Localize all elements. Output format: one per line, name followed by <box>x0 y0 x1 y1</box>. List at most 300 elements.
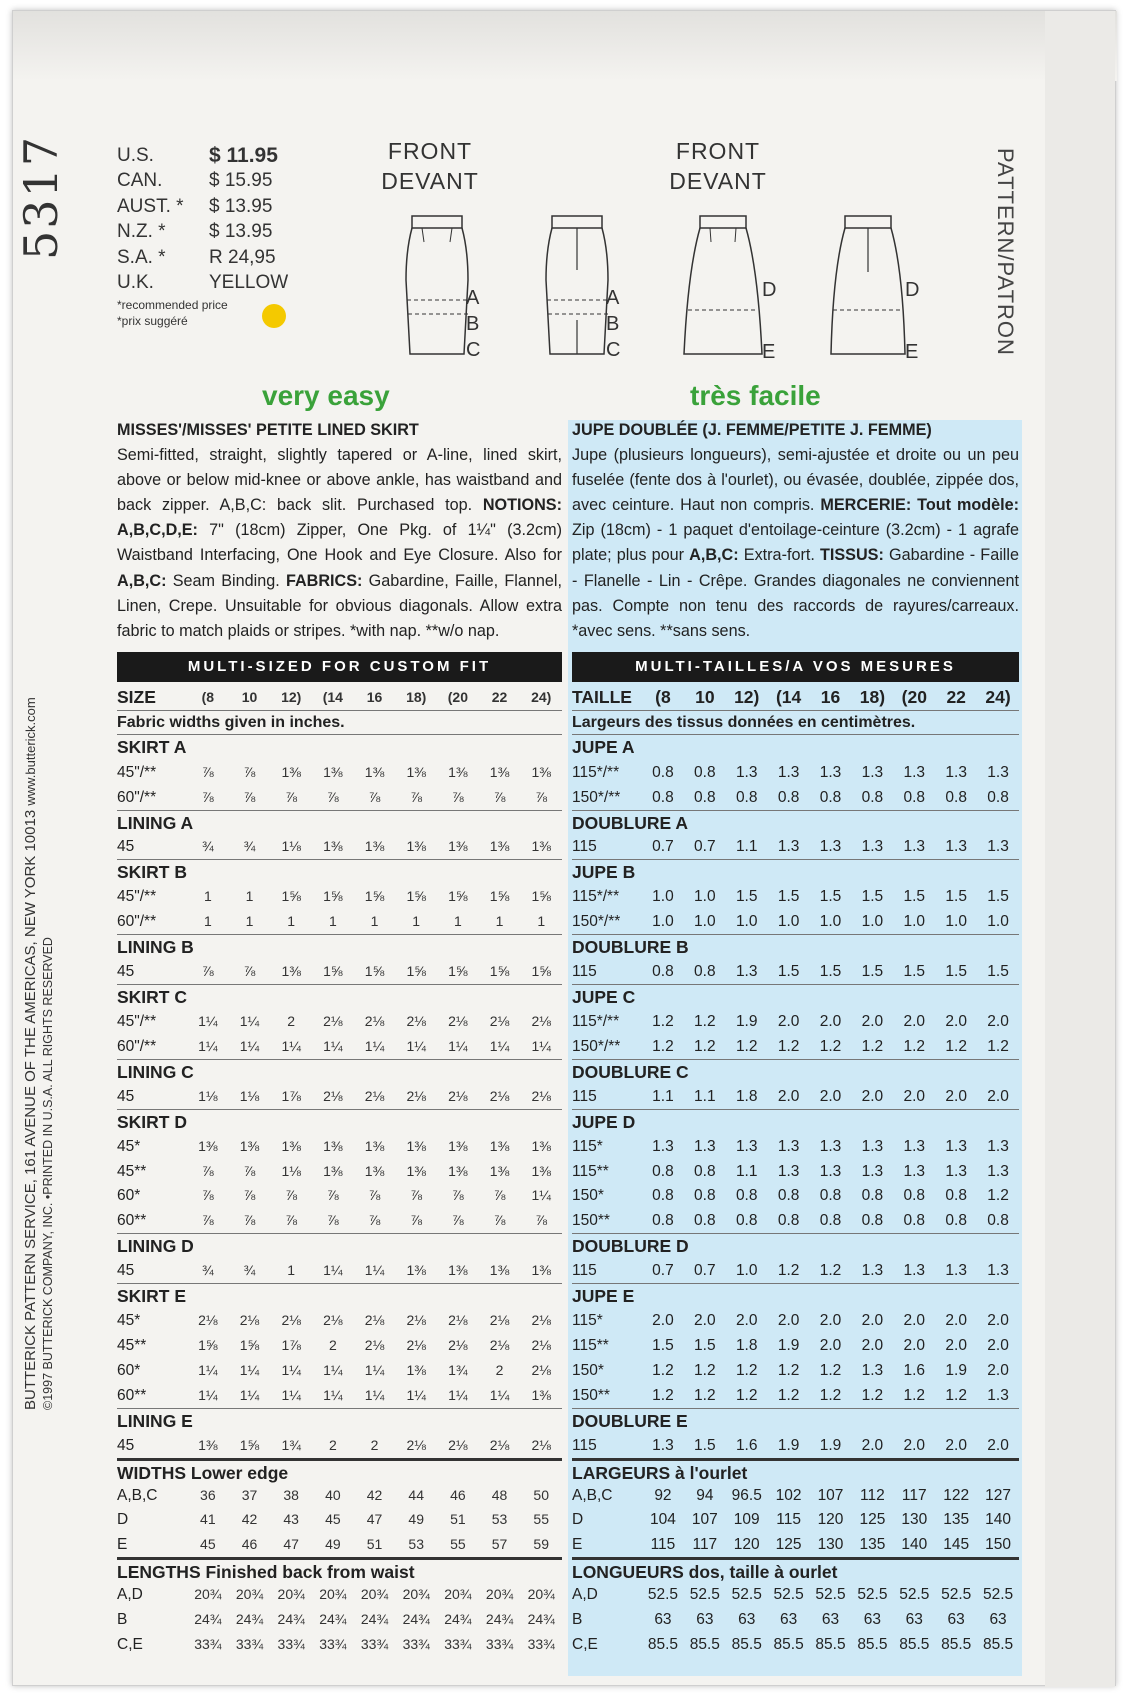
table-cell: 1.3 <box>945 1137 967 1155</box>
table-cell: 0.8 <box>861 1212 884 1230</box>
section-title: SKIRT A <box>117 736 187 757</box>
table-cell: 117 <box>692 1536 718 1554</box>
pattern-patron-label: PATTERN/PATRON <box>993 148 1018 356</box>
table-cell: 85.5 <box>941 1636 972 1654</box>
table-cell: ⅞ <box>452 788 464 805</box>
table-cell: 85.5 <box>815 1636 846 1654</box>
price-row <box>117 143 329 169</box>
table-cell: ⅞ <box>201 788 214 805</box>
table-cell: 135 <box>859 1536 886 1554</box>
table-cell: 1 <box>203 913 212 930</box>
table-cell: 0.8 <box>652 1212 674 1230</box>
table-cell: 1⅝ <box>489 888 510 905</box>
table-cell: 48 <box>491 1486 508 1503</box>
table-cell: 1.1 <box>735 1162 758 1180</box>
table-cell: 1.3 <box>987 1137 1009 1155</box>
width-label: 115*/** <box>572 888 620 906</box>
table-cell: ⅞ <box>201 1212 214 1229</box>
table-cell: 36 <box>200 1486 216 1503</box>
table-cell: 33¾ <box>277 1636 305 1653</box>
price-row <box>117 194 329 220</box>
width-label: 115*/** <box>572 763 620 781</box>
width-label: 45 <box>117 1262 135 1280</box>
size-cell: (20 <box>447 689 468 706</box>
table-cell: 1¼ <box>448 1037 468 1054</box>
table-cell: 2.0 <box>945 1337 967 1354</box>
table-cell: 1 <box>245 913 254 930</box>
table-cell: 1.3 <box>777 763 800 781</box>
table-cell: 0.8 <box>735 1187 758 1205</box>
width-label: 45** <box>117 1162 147 1180</box>
table-cell: 1 <box>287 1262 296 1279</box>
section-title: SKIRT C <box>117 984 562 1009</box>
table-cell: ⅞ <box>327 1212 339 1229</box>
table-cell: 2⅛ <box>239 1312 260 1329</box>
table-cell: 0.8 <box>819 788 842 806</box>
table-cell: 1⅜ <box>489 1162 510 1179</box>
table-row <box>117 909 562 934</box>
table-cell: 1¼ <box>364 1386 385 1403</box>
size-cell: (20 <box>901 687 927 708</box>
table-cell: 1⅜ <box>323 763 343 780</box>
table-cell: 1.2 <box>945 1037 967 1055</box>
section-title: DOUBLURE D <box>572 1233 1019 1258</box>
table-cell: 1¾ <box>448 1361 468 1378</box>
front-label-1 <box>375 136 485 196</box>
table-cell: ⅞ <box>243 788 256 805</box>
table-cell: 49 <box>408 1511 424 1528</box>
table-cell: ⅞ <box>243 1162 256 1179</box>
table-row <box>117 785 562 810</box>
table-row <box>572 909 1019 934</box>
table-row <box>117 1358 562 1383</box>
sketch-skirt-abc-front <box>400 210 490 360</box>
table-cell: 1.3 <box>777 1137 800 1155</box>
table-row <box>572 1159 1019 1184</box>
table-cell: 45 <box>200 1536 216 1553</box>
table-cell: 1 <box>287 913 296 930</box>
table-cell: 1¼ <box>281 1361 301 1378</box>
table-cell: 24¾ <box>194 1611 222 1628</box>
table-row <box>572 785 1019 810</box>
table-row <box>572 1034 1019 1059</box>
table-cell: 2⅛ <box>323 1312 343 1329</box>
table-cell: 37 <box>241 1486 258 1503</box>
table-cell: 1⅜ <box>364 1162 385 1179</box>
table-cell: 2 <box>328 1436 337 1453</box>
table-cell: 1.3 <box>861 1361 884 1379</box>
table-cell: ⅞ <box>452 1212 464 1229</box>
section-title: LINING A <box>117 810 562 835</box>
table-cell: 1.2 <box>945 1386 967 1404</box>
table-cell: 0.8 <box>735 788 758 806</box>
envelope-edge <box>1045 11 1115 1687</box>
table-cell: 1⅝ <box>531 888 551 905</box>
table-cell: 2⅛ <box>448 1436 468 1453</box>
size-cell: 18) <box>406 689 427 706</box>
table-cell: 85.5 <box>857 1636 888 1654</box>
table-cell: ⅞ <box>243 1212 256 1229</box>
table-cell: 0.8 <box>945 788 967 806</box>
size-cell: (8 <box>201 689 215 706</box>
table-cell: 2.0 <box>777 1312 800 1330</box>
table-cell: 33¾ <box>235 1636 264 1653</box>
table-cell: 0.8 <box>945 1187 967 1205</box>
size-cell: 22 <box>491 689 508 706</box>
table-cell: 1¼ <box>448 1386 468 1403</box>
table-cell: 1⅛ <box>281 1162 301 1179</box>
table-row <box>117 1333 562 1358</box>
table-cell: 2.0 <box>861 1012 884 1030</box>
fabrics-text: Gabardine - Faille - Flanelle - Lin - Crêpe. Grandes diagonales ne conviennent pas. Compte non tenu des raccords de rayures/carreaux. *avec sens. **sans sens. <box>572 546 1019 640</box>
table-cell: 107 <box>817 1486 844 1504</box>
table-cell: 2.0 <box>945 1436 967 1454</box>
table-cell: ⅞ <box>368 1212 381 1229</box>
table-cell: 63 <box>654 1611 672 1629</box>
credit-line2: ©1997 BUTTERICK COMPANY, INC. •PRINTED IN U.S.A. ALL RIGHTS RESERVED <box>41 937 55 1410</box>
table-cell: 1.1 <box>735 838 758 856</box>
table-cell: 63 <box>905 1611 923 1629</box>
table-cell: 24¾ <box>485 1611 514 1628</box>
table-cell: 127 <box>985 1486 1011 1504</box>
view-letter-a: A <box>606 287 620 309</box>
price-note: *recommended price <box>117 298 228 312</box>
table-cell: 1.3 <box>945 838 967 856</box>
table-cell: 1¼ <box>323 1361 343 1378</box>
view-letter-c: C <box>606 339 621 361</box>
yardage-table <box>117 686 562 1657</box>
table-cell: 1.6 <box>735 1436 758 1454</box>
table-cell: 1.2 <box>652 1037 674 1055</box>
table-cell: 1 <box>245 888 254 905</box>
notions-label: NOTIONS: A,B,C,D,E: <box>117 496 562 540</box>
price-amount: YELLOW <box>209 272 289 294</box>
table-cell: 45 <box>325 1511 341 1528</box>
width-label: A,D <box>572 1586 598 1604</box>
table-cell: 1¼ <box>406 1386 426 1403</box>
view-letter-a: A <box>466 287 480 309</box>
table-cell: 0.8 <box>861 788 884 806</box>
table-cell: 130 <box>901 1511 928 1529</box>
devant-text: DEVANT <box>381 168 479 194</box>
table-cell: 2.0 <box>987 1436 1009 1454</box>
fabrics-text: Gabardine, Faille, Flannel, Linen, Crepe. Unsuitable for obvious diagonals. Allow extra fabric to match plaids or stripes. *with nap. **w/o nap. <box>117 571 562 640</box>
table-cell: 20¾ <box>444 1586 472 1603</box>
table-row <box>572 884 1019 909</box>
width-label: 60"/** <box>117 788 157 806</box>
section-title: LINING E <box>117 1408 562 1433</box>
table-cell: 2.0 <box>861 1337 884 1354</box>
table-cell: 1⅜ <box>531 1262 551 1279</box>
table-row <box>572 1383 1019 1408</box>
table-cell: 104 <box>650 1511 676 1529</box>
table-cell: ⅞ <box>243 963 256 980</box>
table-row <box>117 1184 562 1209</box>
table-cell: 92 <box>654 1486 672 1504</box>
table-cell: 63 <box>947 1611 965 1629</box>
table-cell: 1⅜ <box>406 1137 426 1154</box>
table-cell: 1⅜ <box>531 763 551 780</box>
table-cell: 2⅛ <box>406 1337 426 1353</box>
size-label: SIZE <box>117 687 156 708</box>
price-list <box>117 143 329 328</box>
table-cell: 1¼ <box>323 1037 343 1054</box>
size-cell: 12) <box>734 687 760 708</box>
table-cell: 2.0 <box>903 1012 926 1030</box>
table-cell: 52.5 <box>689 1586 720 1604</box>
table-row <box>117 1009 562 1034</box>
table-cell: 1¼ <box>323 1386 343 1403</box>
table-cell: 1.2 <box>819 1262 842 1280</box>
table-cell: 2.0 <box>945 1012 967 1030</box>
table-cell: 1 <box>537 913 546 930</box>
table-cell: 1.3 <box>819 1162 842 1180</box>
table-cell: 1¼ <box>489 1037 510 1054</box>
table-cell: 0.7 <box>652 1262 674 1280</box>
width-label: E <box>117 1536 128 1554</box>
table-cell: 0.8 <box>903 1187 926 1205</box>
width-label: 60** <box>117 1212 147 1230</box>
section-title: LENGTHS Finished back from waist <box>117 1557 562 1582</box>
size-cell: 22 <box>946 687 966 708</box>
table-cell: 1 <box>328 913 337 930</box>
table-cell: 0.8 <box>819 1187 842 1205</box>
table-cell: 1⅜ <box>239 1137 260 1154</box>
table-cell: 1.2 <box>735 1361 758 1379</box>
table-cell: 1.0 <box>735 1262 758 1280</box>
size-cell: (8 <box>655 687 671 708</box>
table-cell: 140 <box>901 1536 928 1554</box>
table-cell: 2⅛ <box>364 1012 385 1029</box>
table-cell: ¾ <box>201 838 214 855</box>
size-cell: 10 <box>241 689 258 706</box>
table-cell: 0.8 <box>861 1187 884 1205</box>
price-note: *prix suggéré <box>117 314 188 328</box>
table-cell: 2⅛ <box>531 1312 551 1329</box>
table-cell: 2⅛ <box>448 1012 468 1029</box>
table-cell: 1.3 <box>652 1137 674 1155</box>
width-label: 45"/** <box>117 763 157 781</box>
description-body: Semi-fitted, straight, slightly tapered or A-line, lined skirt, above or below mid-knee or above ankle, has waistband and back zipper. A,B,C: back slit. Purchased top. <box>117 446 562 515</box>
table-cell: 1⅝ <box>489 963 510 980</box>
section-title: SKIRT D <box>117 1109 562 1134</box>
table-cell: 2.0 <box>903 1337 926 1354</box>
table-cell: 120 <box>817 1511 844 1529</box>
table-row <box>117 1607 562 1632</box>
table-cell: 2.0 <box>694 1312 716 1330</box>
table-cell: 1.0 <box>945 913 967 931</box>
notions-text: 7" (18cm) Zipper, One Pkg. of 1¼" (3.2cm) Waistband Interfacing, One Hook and Eye Closure. Also for <box>117 521 562 565</box>
width-label: 150** <box>572 1212 610 1230</box>
section-title: DOUBLURE A <box>572 810 1019 835</box>
price-country: S.A. * <box>117 246 166 268</box>
width-label: 115 <box>572 838 597 856</box>
table-cell: ⅞ <box>201 1187 214 1204</box>
table-cell: 1¼ <box>198 1012 218 1029</box>
width-label: 45** <box>117 1337 147 1354</box>
table-row <box>572 1632 1019 1657</box>
fabrics-label: FABRICS: <box>285 571 363 590</box>
table-cell: 1.3 <box>903 838 926 856</box>
price-row <box>117 169 329 195</box>
table-cell: 1⅝ <box>198 1337 218 1353</box>
table-cell: 1⅜ <box>406 838 426 855</box>
width-label: A,D <box>117 1586 143 1604</box>
table-cell: 1¼ <box>323 1262 343 1279</box>
table-cell: 33¾ <box>319 1636 347 1653</box>
table-cell: 1⅜ <box>281 963 301 980</box>
table-cell: 1⅜ <box>281 1137 301 1154</box>
section-title: JUPE C <box>572 984 1019 1009</box>
table-cell: 50 <box>533 1486 549 1503</box>
table-cell: 1⅜ <box>406 1262 426 1279</box>
table-cell: 57 <box>491 1536 508 1553</box>
table-cell: 1.0 <box>694 913 716 931</box>
yardage-table <box>572 686 1019 1657</box>
table-cell: 1¼ <box>406 1037 426 1054</box>
table-cell: 2.0 <box>987 1312 1009 1330</box>
size-row <box>117 686 562 711</box>
table-cell: 1.8 <box>735 1337 758 1354</box>
table-cell: 1.5 <box>987 963 1009 981</box>
size-cell: (14 <box>775 687 802 708</box>
table-cell: 40 <box>325 1486 341 1503</box>
table-cell: 2⅛ <box>323 1012 343 1029</box>
description-heading: MISSES'/MISSES' PETITE LINED SKIRT <box>117 421 419 439</box>
table-cell: 1⅜ <box>364 763 385 780</box>
table-cell: 1.3 <box>652 1436 674 1454</box>
table-cell: 2⅛ <box>448 1312 468 1329</box>
table-cell: 1.3 <box>735 763 758 781</box>
table-cell: 1.3 <box>945 763 967 781</box>
uk-yellow-dot <box>262 304 286 328</box>
table-cell: 55 <box>450 1536 466 1553</box>
table-cell: 2.0 <box>819 1312 842 1330</box>
table-cell: 1.3 <box>819 763 842 781</box>
table-cell: 2⅛ <box>489 1312 510 1329</box>
table-cell: 1⅝ <box>239 1337 260 1353</box>
table-cell: 1.5 <box>694 1436 716 1454</box>
table-cell: 1.2 <box>819 1361 842 1379</box>
front-text: FRONT <box>675 138 761 164</box>
size-cell: 24) <box>985 687 1011 708</box>
size-cell: 24) <box>531 689 552 706</box>
very-easy-label: very easy <box>262 380 390 411</box>
table-row <box>117 1532 562 1557</box>
table-cell: 1.2 <box>903 1386 926 1404</box>
table-cell: 2⅛ <box>489 1337 510 1353</box>
table-cell: 33¾ <box>360 1636 389 1653</box>
table-row <box>117 1383 562 1408</box>
table-cell: 20¾ <box>360 1586 389 1603</box>
table-cell: 46 <box>450 1486 466 1503</box>
table-cell: 145 <box>943 1536 970 1554</box>
table-row <box>572 1483 1019 1508</box>
table-cell: 52.5 <box>815 1586 846 1604</box>
table-cell: 1.3 <box>735 963 758 981</box>
width-label: 115** <box>572 1162 609 1180</box>
table-cell: 0.8 <box>903 1212 926 1230</box>
table-cell: 63 <box>738 1611 756 1629</box>
table-cell: 0.8 <box>694 1187 716 1205</box>
table-cell: ⅞ <box>327 1187 339 1204</box>
table-cell: 24¾ <box>235 1611 264 1628</box>
width-label: 60"/** <box>117 913 157 931</box>
table-cell: 1⅝ <box>239 1436 260 1453</box>
table-cell: 1⅜ <box>364 838 385 855</box>
table-row <box>117 1034 562 1059</box>
table-cell: 1.2 <box>819 1386 842 1404</box>
table-cell: 2⅛ <box>364 1087 385 1104</box>
table-cell: 1⅜ <box>323 1137 343 1154</box>
table-cell: ⅞ <box>201 1162 214 1179</box>
table-cell: 1.9 <box>945 1361 967 1379</box>
table-cell: ⅞ <box>368 1187 381 1204</box>
table-cell: ⅞ <box>535 1212 548 1229</box>
table-cell: 1⅜ <box>198 1436 218 1453</box>
table-cell: 1¼ <box>239 1037 260 1054</box>
size-cell: 10 <box>695 687 715 708</box>
table-cell: 63 <box>863 1611 882 1629</box>
table-cell: 1⅞ <box>281 1087 301 1104</box>
section-title: DOUBLURE E <box>572 1408 1019 1433</box>
table-cell: 1.2 <box>777 1361 800 1379</box>
table-cell: 1.9 <box>777 1436 800 1454</box>
width-label: 60* <box>117 1187 141 1205</box>
table-cell: 1⅝ <box>448 963 468 980</box>
table-cell: 140 <box>985 1511 1011 1529</box>
table-cell: 33¾ <box>402 1636 430 1653</box>
table-cell: 1¼ <box>198 1386 218 1403</box>
table-cell: 1.5 <box>777 963 800 981</box>
table-cell: 1.2 <box>694 1037 716 1055</box>
table-cell: 2.0 <box>861 1087 884 1105</box>
table-cell: 1⅜ <box>448 838 468 855</box>
table-cell: 1.3 <box>861 763 884 781</box>
table-cell: 1.9 <box>819 1436 842 1454</box>
table-cell: 2⅛ <box>198 1312 218 1329</box>
table-cell: 1.2 <box>652 1012 674 1030</box>
table-cell: 47 <box>366 1511 383 1528</box>
table-cell: 2⅛ <box>531 1087 551 1104</box>
width-label: 115 <box>572 963 597 981</box>
table-cell: 2.0 <box>987 1337 1009 1354</box>
width-label: 150*/** <box>572 1037 621 1055</box>
width-label: C,E <box>572 1636 598 1654</box>
table-cell: 1 <box>370 913 379 930</box>
table-cell: 1¼ <box>364 1037 385 1054</box>
table-cell: 24¾ <box>402 1611 430 1628</box>
table-cell: 52.5 <box>731 1586 762 1604</box>
table-cell: 1 <box>453 913 462 930</box>
table-cell: 52.5 <box>899 1586 930 1604</box>
table-row <box>117 1582 562 1607</box>
table-cell: 2⅛ <box>406 1436 426 1453</box>
section-title: LARGEURS à l'ourlet <box>572 1458 1019 1483</box>
table-cell: 1.2 <box>987 1187 1009 1205</box>
table-cell: 2.0 <box>903 1312 926 1330</box>
table-cell: 2⅛ <box>281 1312 301 1329</box>
table-cell: 51 <box>366 1536 383 1553</box>
table-row <box>572 760 1019 785</box>
sketch-skirt-de-back <box>825 210 925 363</box>
width-label: 45 <box>117 1436 135 1454</box>
table-cell: 2⅛ <box>489 1012 510 1029</box>
table-row <box>117 1433 562 1458</box>
table-cell: 1⅜ <box>198 1137 218 1154</box>
credit-web: www.butterick.com <box>23 697 38 806</box>
table-cell: 1.3 <box>903 1162 926 1180</box>
